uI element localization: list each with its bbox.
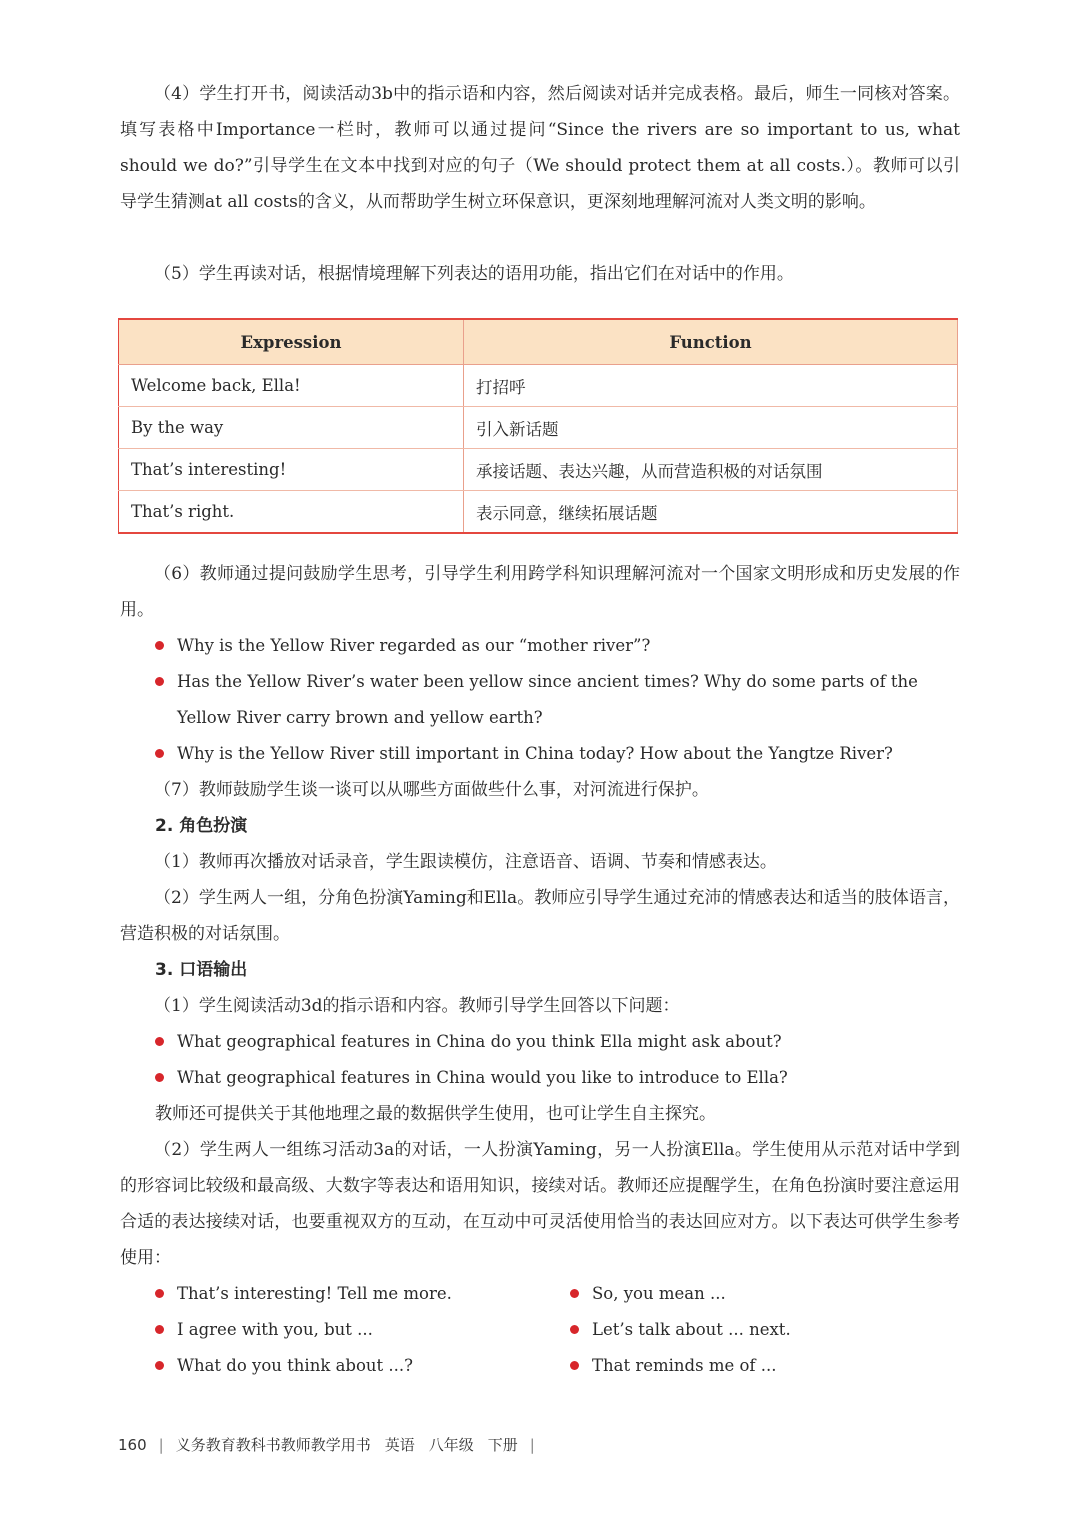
expression-cell: That’s right. (119, 491, 464, 534)
page-number: 160 (118, 1436, 147, 1454)
section-3-heading: 3. 口语输出 (155, 960, 248, 980)
function-cell: 引入新话题 (464, 407, 958, 449)
list-item: Has the Yellow River’s water been yellow since ancient times? Why do some parts of the Yellow River carry brown and yellow earth? (155, 664, 960, 736)
step-7-paragraph: （7）教师鼓励学生谈一谈可以从哪些方面做些什么事，对河流进行保护。 (154, 780, 709, 800)
expression-function-table (118, 318, 958, 534)
step-6-paragraph: （6）教师通过提问鼓励学生思考，引导学生利用跨学科知识理解河流对一个国家文明形成和历史发展的作用。 (120, 564, 960, 620)
bullet-dot-icon (570, 1289, 579, 1298)
bullet-dot-icon (155, 1289, 164, 1298)
step-4-paragraph: （4）学生打开书，阅读活动3b中的指示语和内容，然后阅读对话并完成表格。最后，师生一同核对答案。填写表格中Importance一栏时，教师可以通过提问“Since the rivers are so important to us, what should we do?”引导学生在文本中找到对应的句子（We should protect them at all costs.）。教师可以引导学生猜测at all costs的含义，从而帮助学生树立环保意识，更深刻地理解河流对人类文明的影响。 (120, 84, 960, 212)
list-item: I agree with you, but ... (155, 1312, 535, 1348)
section-2-heading: 2. 角色扮演 (155, 816, 248, 836)
bullet-dot-icon (570, 1325, 579, 1334)
book-title: 义务教育教科书教师教学用书 (175, 1436, 371, 1454)
list-item: Why is the Yellow River regarded as our “mother river”? (155, 628, 960, 664)
list-item: That’s interesting! Tell me more. (155, 1276, 535, 1312)
section-3-step-2: （2）学生两人一组练习活动3a的对话，一人扮演Yaming，另一人扮演Ella。学生使用从示范对话中学到的形容词比较级和最高级、大数字等表达和语用知识，接续对话。教师还应提醒学生，在角色扮演时要注意运用合适的表达接续对话，也要重视双方的互动，在互动中可灵活使用恰当的表达回应对方。以下表达可供学生参考使用： (120, 1140, 960, 1268)
table-row (119, 491, 958, 534)
section-2-step-1: （1）教师再次播放对话录音，学生跟读模仿，注意语音、语调、节奏和情感表达。 (154, 852, 777, 872)
bullet-dot-icon (155, 1361, 164, 1370)
step-5-paragraph: （5）学生再读对话，根据情境理解下列表达的语用功能，指出它们在对话中的作用。 (154, 264, 794, 284)
section-2-step-2: （2）学生两人一组，分角色扮演Yaming和Ella。教师应引导学生通过充沛的情感表达和适当的肢体语言，营造积极的对话氛围。 (120, 888, 960, 944)
table-row (119, 449, 958, 491)
list-item: Let’s talk about ... next. (570, 1312, 950, 1348)
table-header-row (119, 319, 958, 365)
page-footer: 160 | 义务教育教科书教师教学用书 英语 八年级 下册 | (118, 1436, 535, 1454)
function-cell: 表示同意，继续拓展话题 (464, 491, 958, 534)
bullet-dot-icon (155, 749, 164, 758)
section-3-step-1: （1）学生阅读活动3d的指示语和内容。教师引导学生回答以下问题： (154, 996, 680, 1016)
subject: 英语 (384, 1436, 415, 1454)
bullet-dot-icon (155, 1325, 164, 1334)
function-cell: 打招呼 (464, 365, 958, 407)
bullet-dot-icon (155, 1037, 164, 1046)
bullet-dot-icon (155, 1073, 164, 1082)
bullet-dot-icon (570, 1361, 579, 1370)
expression-cell: That’s interesting! (119, 449, 464, 491)
section-3-note: 教师还可提供关于其他地理之最的数据供学生使用，也可让学生自主探究。 (155, 1104, 716, 1124)
expression-cell: Welcome back, Ella! (119, 365, 464, 407)
header-expression: Expression (119, 319, 464, 365)
list-item: What geographical features in China do you think Ella might ask about? (155, 1024, 960, 1060)
bullet-dot-icon (155, 641, 164, 650)
expression-cell: By the way (119, 407, 464, 449)
list-item: That reminds me of ... (570, 1348, 950, 1384)
list-item: Why is the Yellow River still important in China today? How about the Yangtze River? (155, 736, 960, 772)
list-item: So, you mean ... (570, 1276, 950, 1312)
table-row (119, 365, 958, 407)
bullet-dot-icon (155, 677, 164, 686)
function-cell: 承接话题、表达兴趣，从而营造积极的对话氛围 (464, 449, 958, 491)
grade: 八年级 (428, 1436, 474, 1454)
header-function: Function (464, 319, 958, 365)
volume: 下册 (487, 1436, 518, 1454)
list-item: What do you think about ...? (155, 1348, 535, 1384)
table-row (119, 407, 958, 449)
list-item: What geographical features in China would you like to introduce to Ella? (155, 1060, 960, 1096)
